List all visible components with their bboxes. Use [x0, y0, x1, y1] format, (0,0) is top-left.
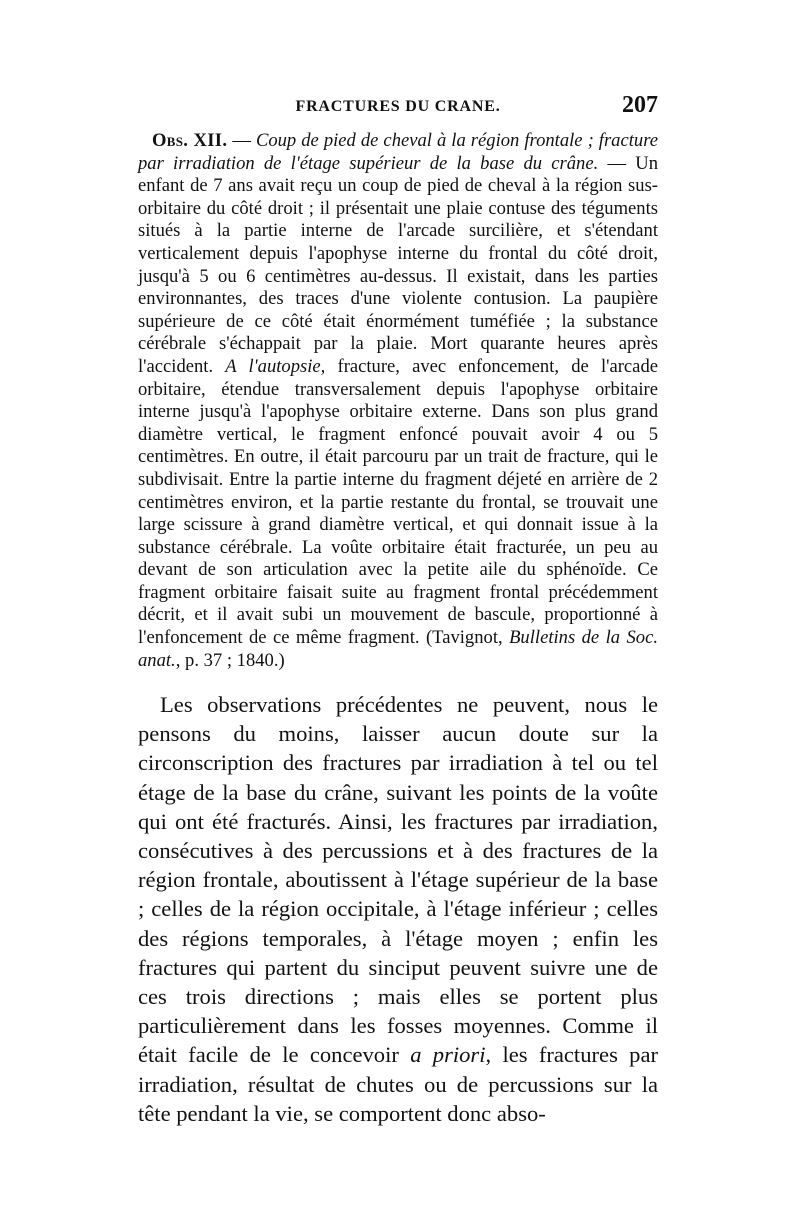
- observation-text-2: fracture, avec enfoncement, de l'arcade orbitaire, étendue transversalement depuis l'apophyse orbitaire interne jusqu'à l'apophyse orbitaire externe. Dans son plus grand diamètre vertical, le fragment enfoncé pouvait avoir 4 ou 5 centimètres. En outre, il était parcouru par un trait de fracture, qui le subdivisait. Entre la partie interne du fragment déjeté en arrière de 2 centimètres environ, et la partie restante du frontal, se trouvait une large scissure à grand diamètre vertical, et qui donnait issue à la substance cérébrale. La voûte orbitaire était fracturée, un peu au devant de son articulation avec la petite aile du sphénoïde. Ce fragment orbitaire faisait suite au fragment frontal précédemment décrit, et il avait subi un mouvement de bascule, proportionné à l'enfoncement de ce même fragment. (Tavignot,: [138, 355, 658, 649]
- observation-title: Coup de pied de cheval à la région frontale ; fracture par irradiation de l'étage supérieur de la base du crâne.: [138, 130, 658, 174]
- observation-text-1: — Un enfant de 7 ans avait reçu un coup de pied de cheval à la région sus-orbitaire du côté droit ; il présentait une plaie contuse des téguments situés à la partie interne de l'arcade surcilière, et s'étendant verticalement depuis l'apophyse interne du frontal du côté droit, jusqu'à 5 ou 6 centimètres au-dessus. Il existait, dans les parties environnantes, des traces d'une violente contusion. La paupière supérieure de ce côté était énormément tuméfiée ; la substance cérébrale s'échappait par la plaie. Mort quarante heures après l'accident.: [138, 152, 658, 377]
- observation-xii: [138, 130, 658, 672]
- commentary-text-2: , les fractures par irradiation, résultat de chutes ou de percussions sur la tête pendant la vie, se comportent donc abso-: [138, 1042, 658, 1126]
- autopsy-label: A l'autopsie,: [225, 355, 326, 377]
- observation-label: Obs. XII.: [152, 130, 228, 151]
- running-head: [138, 92, 658, 126]
- a-priori: a priori: [410, 1042, 486, 1068]
- running-title: FRACTURES DU CRANE.: [295, 98, 501, 115]
- page-number: 207: [622, 92, 658, 118]
- observation-paragraph: [138, 130, 658, 672]
- commentary-text-1: Les observations précédentes ne peuvent, nous le pensons du moins, laisser aucun doute sur la circonscription des fractures par irradiation à tel ou tel étage de la base du crâne, suivant les points de la voûte qui ont été fracturés. Ainsi, les fractures par irradiation, consécutives à des percussions et à des fractures de la région frontale, aboutissent à l'étage supérieur de la base ; celles de la région occipitale, à l'étage inférieur ; celles des régions temporales, à l'étage moyen ; enfin les fractures qui partent du sinciput peuvent suivre une de ces trois directions ; mais elles se portent plus particulièrement dans les fosses moyennes. Comme il était facile de le concevoir: [138, 692, 658, 1068]
- citation-end: , p. 37 ; 1840.): [175, 649, 285, 671]
- commentary: [138, 690, 658, 1128]
- journal-title: Bulletins de la Soc. anat.: [138, 627, 658, 671]
- observation-dash: —: [227, 130, 256, 151]
- commentary-paragraph: [138, 690, 658, 1128]
